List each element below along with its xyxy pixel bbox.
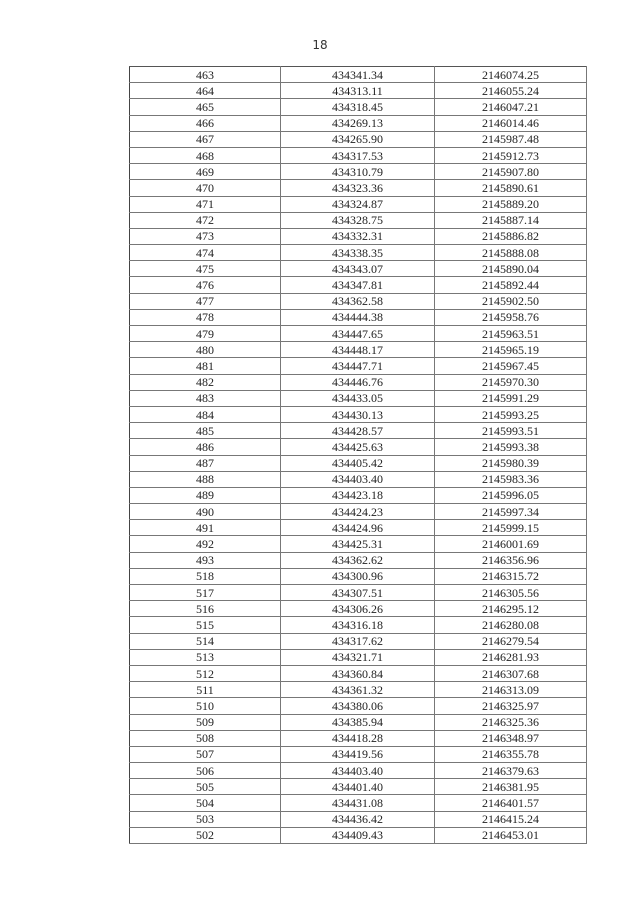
- table-row: [130, 552, 587, 568]
- coordinates-table: [129, 66, 587, 844]
- table-row: [130, 585, 587, 601]
- x-coordinate-cell: 434323.36: [281, 180, 435, 196]
- y-coordinate-cell: 2145987.48: [435, 131, 587, 147]
- x-coordinate-cell: 434430.13: [281, 406, 435, 422]
- y-coordinate-cell: 2146355.78: [435, 746, 587, 762]
- point-number-cell: 513: [130, 649, 281, 665]
- point-number-cell: 471: [130, 196, 281, 212]
- table-row: [130, 633, 587, 649]
- y-coordinate-cell: 2146281.93: [435, 649, 587, 665]
- table-row: [130, 358, 587, 374]
- point-number-cell: 467: [130, 131, 281, 147]
- x-coordinate-cell: 434403.40: [281, 471, 435, 487]
- x-coordinate-cell: 434361.32: [281, 682, 435, 698]
- x-coordinate-cell: 434419.56: [281, 746, 435, 762]
- x-coordinate-cell: 434332.31: [281, 228, 435, 244]
- x-coordinate-cell: 434433.05: [281, 390, 435, 406]
- point-number-cell: 488: [130, 471, 281, 487]
- x-coordinate-cell: 434347.81: [281, 277, 435, 293]
- x-coordinate-cell: 434316.18: [281, 617, 435, 633]
- point-number-cell: 484: [130, 406, 281, 422]
- point-number-cell: 502: [130, 827, 281, 843]
- x-coordinate-cell: 434403.40: [281, 763, 435, 779]
- y-coordinate-cell: 2145890.61: [435, 180, 587, 196]
- table-row: [130, 536, 587, 552]
- x-coordinate-cell: 434385.94: [281, 714, 435, 730]
- table-row: [130, 309, 587, 325]
- y-coordinate-cell: 2145892.44: [435, 277, 587, 293]
- y-coordinate-cell: 2145963.51: [435, 326, 587, 342]
- y-coordinate-cell: 2145993.25: [435, 406, 587, 422]
- y-coordinate-cell: 2146313.09: [435, 682, 587, 698]
- y-coordinate-cell: 2146280.08: [435, 617, 587, 633]
- y-coordinate-cell: 2146055.24: [435, 83, 587, 99]
- point-number-cell: 482: [130, 374, 281, 390]
- x-coordinate-cell: 434425.63: [281, 439, 435, 455]
- y-coordinate-cell: 2146453.01: [435, 827, 587, 843]
- point-number-cell: 485: [130, 423, 281, 439]
- point-number-cell: 491: [130, 520, 281, 536]
- y-coordinate-cell: 2146415.24: [435, 811, 587, 827]
- table-row: [130, 277, 587, 293]
- x-coordinate-cell: 434418.28: [281, 730, 435, 746]
- y-coordinate-cell: 2145967.45: [435, 358, 587, 374]
- point-number-cell: 483: [130, 390, 281, 406]
- x-coordinate-cell: 434265.90: [281, 131, 435, 147]
- y-coordinate-cell: 2145907.80: [435, 164, 587, 180]
- point-number-cell: 466: [130, 115, 281, 131]
- table-row: [130, 504, 587, 520]
- table-row: [130, 228, 587, 244]
- table-row: [130, 730, 587, 746]
- x-coordinate-cell: 434328.75: [281, 212, 435, 228]
- x-coordinate-cell: 434447.65: [281, 326, 435, 342]
- x-coordinate-cell: 434307.51: [281, 585, 435, 601]
- point-number-cell: 515: [130, 617, 281, 633]
- y-coordinate-cell: 2146295.12: [435, 601, 587, 617]
- table-row: [130, 342, 587, 358]
- y-coordinate-cell: 2145912.73: [435, 147, 587, 163]
- point-number-cell: 474: [130, 245, 281, 261]
- y-coordinate-cell: 2145890.04: [435, 261, 587, 277]
- y-coordinate-cell: 2145993.38: [435, 439, 587, 455]
- y-coordinate-cell: 2145980.39: [435, 455, 587, 471]
- y-coordinate-cell: 2146307.68: [435, 665, 587, 681]
- x-coordinate-cell: 434448.17: [281, 342, 435, 358]
- table-row: [130, 568, 587, 584]
- x-coordinate-cell: 434444.38: [281, 309, 435, 325]
- x-coordinate-cell: 434306.26: [281, 601, 435, 617]
- point-number-cell: 492: [130, 536, 281, 552]
- table-row: [130, 714, 587, 730]
- point-number-cell: 465: [130, 99, 281, 115]
- table-row: [130, 617, 587, 633]
- y-coordinate-cell: 2146356.96: [435, 552, 587, 568]
- table-row: [130, 326, 587, 342]
- y-coordinate-cell: 2146074.25: [435, 67, 587, 83]
- point-number-cell: 506: [130, 763, 281, 779]
- point-number-cell: 475: [130, 261, 281, 277]
- point-number-cell: 518: [130, 568, 281, 584]
- y-coordinate-cell: 2145999.15: [435, 520, 587, 536]
- table-row: [130, 374, 587, 390]
- table-row: [130, 520, 587, 536]
- point-number-cell: 487: [130, 455, 281, 471]
- table-row: [130, 746, 587, 762]
- point-number-cell: 473: [130, 228, 281, 244]
- table-row: [130, 390, 587, 406]
- y-coordinate-cell: 2145887.14: [435, 212, 587, 228]
- table-row: [130, 99, 587, 115]
- table-row: [130, 180, 587, 196]
- x-coordinate-cell: 434310.79: [281, 164, 435, 180]
- point-number-cell: 516: [130, 601, 281, 617]
- x-coordinate-cell: 434447.71: [281, 358, 435, 374]
- table-row: [130, 665, 587, 681]
- x-coordinate-cell: 434380.06: [281, 698, 435, 714]
- y-coordinate-cell: 2146325.36: [435, 714, 587, 730]
- point-number-cell: 463: [130, 67, 281, 83]
- point-number-cell: 493: [130, 552, 281, 568]
- table-row: [130, 245, 587, 261]
- table-row: [130, 698, 587, 714]
- y-coordinate-cell: 2146315.72: [435, 568, 587, 584]
- x-coordinate-cell: 434424.23: [281, 504, 435, 520]
- x-coordinate-cell: 434425.31: [281, 536, 435, 552]
- y-coordinate-cell: 2145970.30: [435, 374, 587, 390]
- table-row: [130, 131, 587, 147]
- y-coordinate-cell: 2145888.08: [435, 245, 587, 261]
- x-coordinate-cell: 434318.45: [281, 99, 435, 115]
- y-coordinate-cell: 2146014.46: [435, 115, 587, 131]
- y-coordinate-cell: 2145889.20: [435, 196, 587, 212]
- y-coordinate-cell: 2146305.56: [435, 585, 587, 601]
- x-coordinate-cell: 434317.62: [281, 633, 435, 649]
- x-coordinate-cell: 434405.42: [281, 455, 435, 471]
- table-row: [130, 601, 587, 617]
- y-coordinate-cell: 2145993.51: [435, 423, 587, 439]
- point-number-cell: 489: [130, 487, 281, 503]
- point-number-cell: 507: [130, 746, 281, 762]
- point-number-cell: 490: [130, 504, 281, 520]
- table-row: [130, 487, 587, 503]
- point-number-cell: 476: [130, 277, 281, 293]
- point-number-cell: 468: [130, 147, 281, 163]
- y-coordinate-cell: 2145991.29: [435, 390, 587, 406]
- point-number-cell: 464: [130, 83, 281, 99]
- point-number-cell: 486: [130, 439, 281, 455]
- point-number-cell: 503: [130, 811, 281, 827]
- x-coordinate-cell: 434360.84: [281, 665, 435, 681]
- y-coordinate-cell: 2146325.97: [435, 698, 587, 714]
- table-row: [130, 455, 587, 471]
- x-coordinate-cell: 434446.76: [281, 374, 435, 390]
- point-number-cell: 481: [130, 358, 281, 374]
- y-coordinate-cell: 2146348.97: [435, 730, 587, 746]
- y-coordinate-cell: 2146381.95: [435, 779, 587, 795]
- point-number-cell: 469: [130, 164, 281, 180]
- table-row: [130, 779, 587, 795]
- y-coordinate-cell: 2146279.54: [435, 633, 587, 649]
- x-coordinate-cell: 434321.71: [281, 649, 435, 665]
- x-coordinate-cell: 434362.62: [281, 552, 435, 568]
- y-coordinate-cell: 2145886.82: [435, 228, 587, 244]
- point-number-cell: 509: [130, 714, 281, 730]
- table-row: [130, 763, 587, 779]
- y-coordinate-cell: 2145902.50: [435, 293, 587, 309]
- table-row: [130, 261, 587, 277]
- table-row: [130, 164, 587, 180]
- x-coordinate-cell: 434338.35: [281, 245, 435, 261]
- y-coordinate-cell: 2146001.69: [435, 536, 587, 552]
- x-coordinate-cell: 434423.18: [281, 487, 435, 503]
- x-coordinate-cell: 434401.40: [281, 779, 435, 795]
- point-number-cell: 514: [130, 633, 281, 649]
- point-number-cell: 480: [130, 342, 281, 358]
- point-number-cell: 478: [130, 309, 281, 325]
- point-number-cell: 511: [130, 682, 281, 698]
- table-row: [130, 827, 587, 843]
- x-coordinate-cell: 434317.53: [281, 147, 435, 163]
- table-row: [130, 682, 587, 698]
- y-coordinate-cell: 2145958.76: [435, 309, 587, 325]
- coordinates-table-body: [130, 67, 587, 844]
- x-coordinate-cell: 434424.96: [281, 520, 435, 536]
- table-row: [130, 115, 587, 131]
- table-row: [130, 471, 587, 487]
- y-coordinate-cell: 2145965.19: [435, 342, 587, 358]
- x-coordinate-cell: 434409.43: [281, 827, 435, 843]
- point-number-cell: 504: [130, 795, 281, 811]
- table-row: [130, 212, 587, 228]
- x-coordinate-cell: 434300.96: [281, 568, 435, 584]
- table-row: [130, 293, 587, 309]
- point-number-cell: 479: [130, 326, 281, 342]
- table-row: [130, 83, 587, 99]
- point-number-cell: 470: [130, 180, 281, 196]
- x-coordinate-cell: 434269.13: [281, 115, 435, 131]
- x-coordinate-cell: 434341.34: [281, 67, 435, 83]
- x-coordinate-cell: 434324.87: [281, 196, 435, 212]
- y-coordinate-cell: 2146047.21: [435, 99, 587, 115]
- x-coordinate-cell: 434362.58: [281, 293, 435, 309]
- point-number-cell: 508: [130, 730, 281, 746]
- point-number-cell: 512: [130, 665, 281, 681]
- y-coordinate-cell: 2146401.57: [435, 795, 587, 811]
- y-coordinate-cell: 2145983.36: [435, 471, 587, 487]
- x-coordinate-cell: 434343.07: [281, 261, 435, 277]
- y-coordinate-cell: 2145997.34: [435, 504, 587, 520]
- table-row: [130, 439, 587, 455]
- table-row: [130, 147, 587, 163]
- table-row: [130, 795, 587, 811]
- table-row: [130, 406, 587, 422]
- table-row: [130, 67, 587, 83]
- table-row: [130, 423, 587, 439]
- point-number-cell: 505: [130, 779, 281, 795]
- point-number-cell: 517: [130, 585, 281, 601]
- x-coordinate-cell: 434428.57: [281, 423, 435, 439]
- table-row: [130, 811, 587, 827]
- point-number-cell: 510: [130, 698, 281, 714]
- table-row: [130, 649, 587, 665]
- y-coordinate-cell: 2146379.63: [435, 763, 587, 779]
- x-coordinate-cell: 434436.42: [281, 811, 435, 827]
- table-row: [130, 196, 587, 212]
- y-coordinate-cell: 2145996.05: [435, 487, 587, 503]
- x-coordinate-cell: 434431.08: [281, 795, 435, 811]
- page-number: 18: [312, 38, 328, 52]
- point-number-cell: 472: [130, 212, 281, 228]
- x-coordinate-cell: 434313.11: [281, 83, 435, 99]
- point-number-cell: 477: [130, 293, 281, 309]
